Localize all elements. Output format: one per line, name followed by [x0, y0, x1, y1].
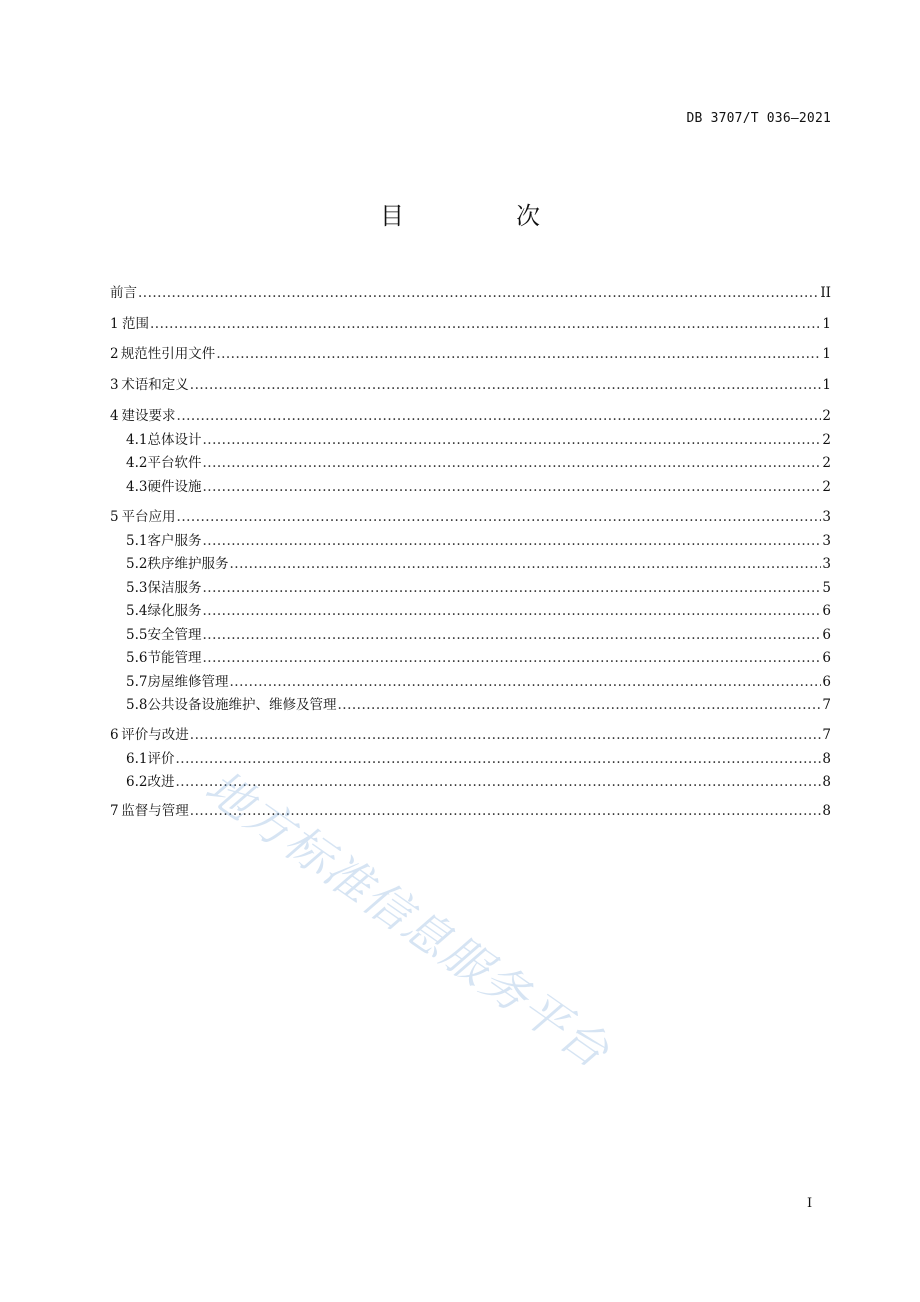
toc-leader — [177, 408, 822, 424]
toc-entry-label: 安全管理 — [147, 627, 202, 643]
toc-entry-number: 5.7 — [126, 674, 148, 690]
toc-entry-page: 8 — [822, 803, 831, 819]
toc-entry-number: 7 — [110, 803, 119, 819]
toc-entry-label: 绿化服务 — [147, 603, 202, 619]
toc-subentry[interactable] — [126, 529, 831, 549]
toc-leader — [229, 556, 821, 572]
toc-subentry[interactable] — [126, 451, 831, 471]
toc-entry-page: 8 — [822, 751, 831, 767]
toc-entry[interactable] — [110, 312, 831, 332]
toc-leader — [190, 727, 822, 743]
toc-entry-label: 监督与管理 — [121, 803, 189, 819]
toc-entry-number: 5 — [110, 509, 119, 525]
toc-entry-label: 建设要求 — [121, 408, 176, 424]
toc-entry-number: 6.2 — [126, 774, 148, 790]
toc-entry-number: 4.2 — [126, 455, 148, 471]
toc-entry-label: 平台应用 — [121, 509, 176, 525]
toc-entry[interactable] — [110, 723, 831, 743]
toc-leader — [229, 674, 821, 690]
toc-entry[interactable] — [110, 404, 831, 424]
doc-code: DB 3707/T 036—2021 — [686, 111, 831, 126]
toc-entry-label: 范围 — [122, 316, 149, 332]
toc-entry[interactable] — [110, 799, 831, 819]
toc-leader — [202, 479, 821, 495]
toc-entry-number: 1 — [110, 316, 119, 332]
toc-entry-number: 5.2 — [126, 556, 148, 572]
toc-entry-number: 4.1 — [126, 432, 148, 448]
toc-subentry[interactable] — [126, 693, 831, 713]
toc-leader — [202, 580, 821, 596]
toc-entry-label: 保洁服务 — [147, 580, 202, 596]
toc-leader — [138, 285, 819, 301]
toc-entry-label: 平台软件 — [147, 455, 202, 471]
toc-leader — [175, 751, 821, 767]
toc-entry-page: 1 — [822, 346, 831, 362]
toc-leader — [190, 377, 822, 393]
toc-entry-page: 3 — [822, 533, 831, 549]
toc-subentry[interactable] — [126, 670, 831, 690]
toc-leader — [175, 774, 821, 790]
page-number: I — [807, 1196, 813, 1211]
toc-entry-number: 5.5 — [126, 627, 148, 643]
toc-leader — [202, 533, 821, 549]
toc-subentry[interactable] — [126, 576, 831, 596]
toc-leader — [202, 432, 821, 448]
toc-entry-number: 5.3 — [126, 580, 148, 596]
toc-entry-label: 客户服务 — [147, 533, 202, 549]
toc-entry-page: 3 — [822, 556, 831, 572]
toc-entry-page: 6 — [822, 674, 831, 690]
toc-entry-page: 2 — [822, 455, 831, 471]
toc-entry-page: 6 — [822, 650, 831, 666]
toc-entry-foreword[interactable] — [110, 281, 831, 301]
toc-entry-page: 8 — [822, 774, 831, 790]
toc-leader — [150, 316, 821, 332]
toc-entry-number: 6 — [110, 727, 119, 743]
toc-subentry[interactable] — [126, 475, 831, 495]
toc-entry-page: 1 — [822, 377, 831, 393]
toc-entry[interactable] — [110, 505, 831, 525]
toc-entry[interactable] — [110, 342, 831, 362]
toc-entry-page: 5 — [822, 580, 831, 596]
toc-entry-label: 房屋维修管理 — [147, 674, 229, 690]
toc-leader — [216, 346, 821, 362]
toc-leader — [177, 509, 822, 525]
toc-entry-number: 5.8 — [126, 697, 148, 713]
toc-entry-label: 改进 — [147, 774, 175, 790]
toc-subentry[interactable] — [126, 428, 831, 448]
toc-subentry[interactable] — [126, 552, 831, 572]
toc-entry-page: 2 — [822, 408, 831, 424]
toc-entry-page: 7 — [822, 697, 831, 713]
toc-entry-label: 评价 — [147, 751, 175, 767]
toc-leader — [202, 650, 821, 666]
toc-leader — [190, 803, 822, 819]
toc-subentry[interactable] — [126, 770, 831, 790]
toc-subentry[interactable] — [126, 599, 831, 619]
toc-entry-number: 5.6 — [126, 650, 148, 666]
toc-entry[interactable] — [110, 373, 831, 393]
toc-entry-number: 5.4 — [126, 603, 148, 619]
toc-entry-number: 5.1 — [126, 533, 148, 549]
toc-entry-label: 硬件设施 — [147, 479, 202, 495]
toc-entry-number: 4.3 — [126, 479, 148, 495]
toc-subentry[interactable] — [126, 646, 831, 666]
toc-entry-number: 3 — [110, 377, 119, 393]
toc-title: 目 次 — [380, 202, 584, 230]
toc-leader — [202, 455, 821, 471]
toc-entry-number: 4 — [110, 408, 119, 424]
toc-entry-label: 节能管理 — [147, 650, 202, 666]
toc-entry-page: 2 — [822, 432, 831, 448]
toc-entry-label: 总体设计 — [147, 432, 202, 448]
toc-entry-page: II — [820, 285, 831, 301]
toc-leader — [202, 627, 821, 643]
watermark: 地方标准信息服务平台 — [195, 759, 621, 1079]
toc-entry-label: 前言 — [110, 285, 137, 301]
toc-entry-label: 规范性引用文件 — [120, 346, 216, 362]
toc-entry-label: 秩序维护服务 — [147, 556, 229, 572]
toc-entry-page: 2 — [822, 479, 831, 495]
toc-leader — [202, 603, 821, 619]
toc-subentry[interactable] — [126, 747, 831, 767]
toc-subentry[interactable] — [126, 623, 831, 643]
toc-entry-number: 6.1 — [126, 751, 148, 767]
toc-entry-page: 6 — [822, 627, 831, 643]
toc-entry-page: 6 — [822, 603, 831, 619]
toc-entry-label: 术语和定义 — [121, 377, 189, 393]
toc-entry-label: 评价与改进 — [121, 727, 189, 743]
toc-entry-page: 3 — [822, 509, 831, 525]
toc-entry-label: 公共设备设施维护、维修及管理 — [147, 697, 337, 713]
toc-entry-page: 7 — [822, 727, 831, 743]
toc-entry-number: 2 — [110, 346, 119, 362]
toc-entry-page: 1 — [822, 316, 831, 332]
toc-leader — [337, 697, 821, 713]
